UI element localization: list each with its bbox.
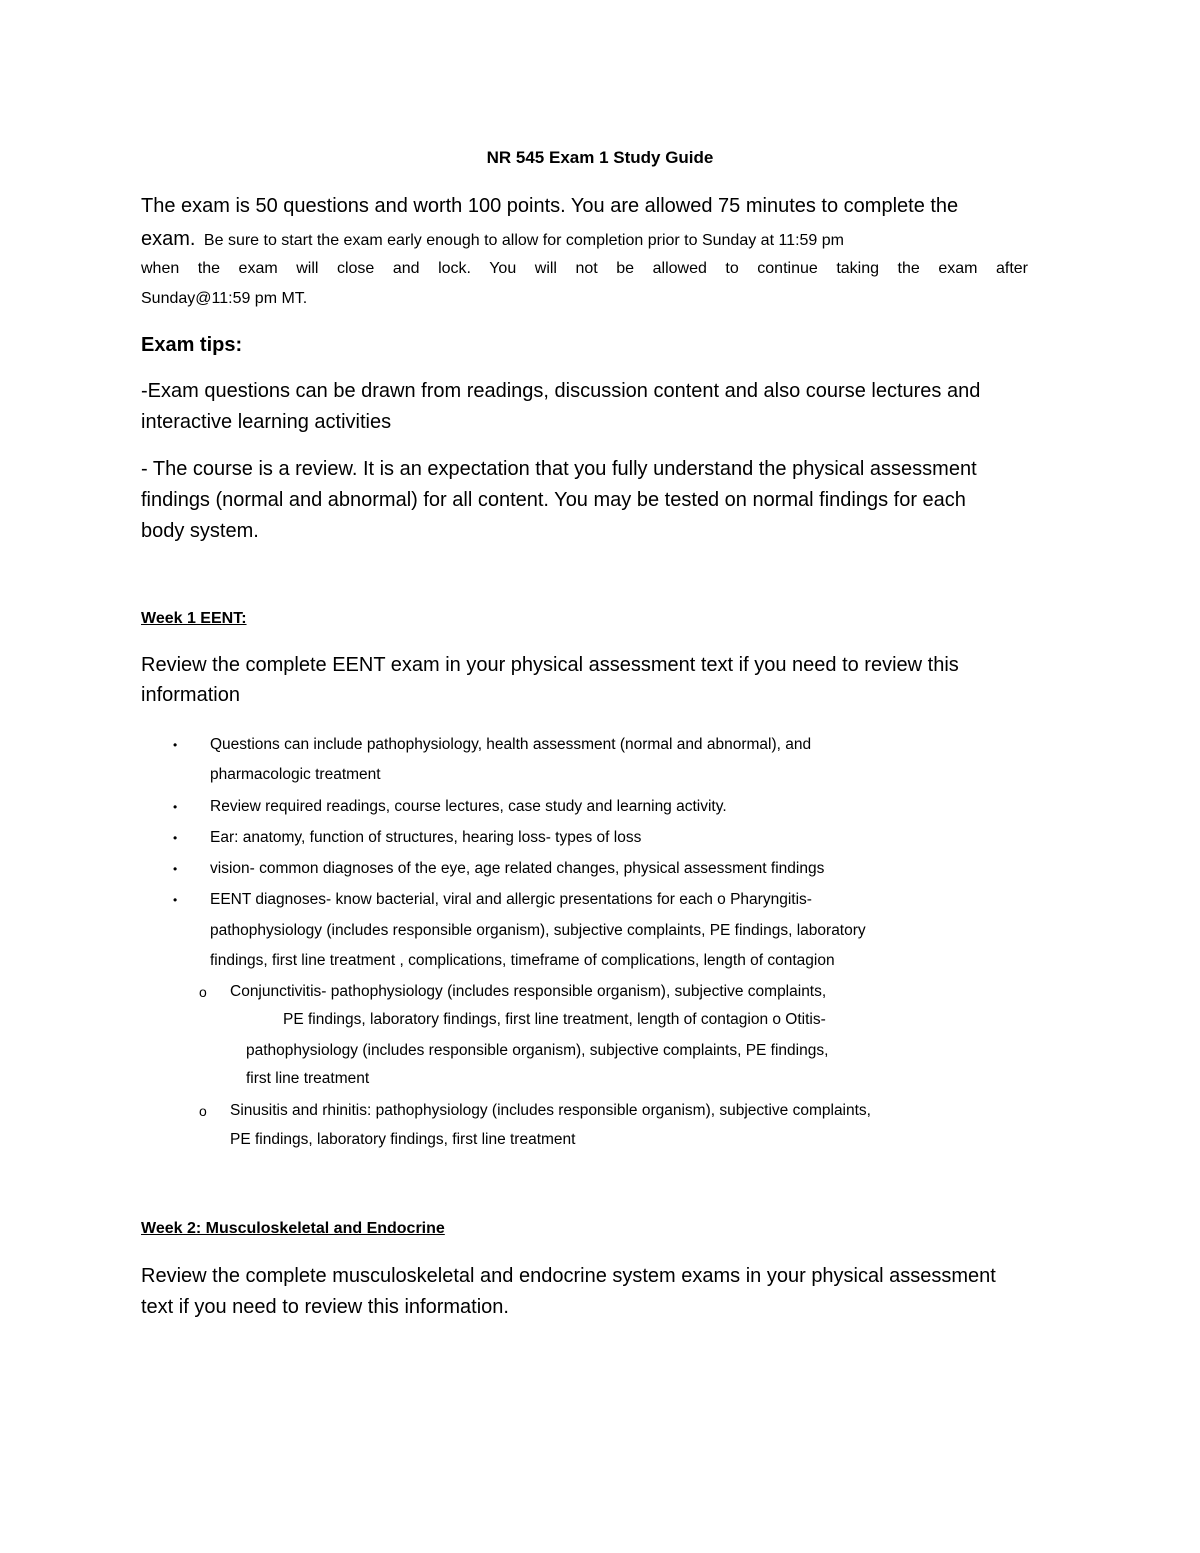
bullet-icon: • [173, 800, 178, 814]
sub-bullet-2-line-1: Sinusitis and rhinitis: pathophysiology (includes responsible organism), subjective complaints, [230, 1102, 871, 1119]
tip-2-line-1: - The course is a review. It is an expectation that you fully understand the physical assessment [141, 458, 977, 480]
intro-line-2-rest: Be sure to start the exam early enough to allow for completion prior to Sunday at 11:59 pm [203, 232, 844, 249]
bullet-1-line-2: pharmacologic treatment [210, 766, 381, 783]
bullet-icon: • [173, 738, 178, 752]
bullet-icon: • [173, 893, 178, 907]
sub-bullet-1-line-3: pathophysiology (includes responsible organism), subjective complaints, PE findings, [246, 1042, 829, 1059]
bullet-3: Ear: anatomy, function of structures, hearing loss- types of loss [210, 829, 642, 846]
week-2-intro-line-1: Review the complete musculoskeletal and endocrine system exams in your physical assessment [141, 1265, 996, 1287]
bullet-2: Review required readings, course lectures, case study and learning activity. [210, 798, 727, 815]
intro-line-1: The exam is 50 questions and worth 100 points. You are allowed 75 minutes to complete the [141, 195, 959, 217]
tip-1-line-1: -Exam questions can be drawn from readings, discussion content and also course lectures and [141, 380, 981, 402]
sub-bullet-icon: o [199, 984, 207, 1000]
tip-1-line-2: interactive learning activities [141, 411, 392, 433]
week-1-heading: Week 1 EENT: [141, 610, 247, 627]
tips-heading: Exam tips: [141, 334, 243, 356]
tip-2-line-2: findings (normal and abnormal) for all content. You may be tested on normal findings for each [141, 489, 966, 511]
intro-line-4: Sunday@11:59 pm MT. [141, 290, 308, 307]
week-1-intro-line-2: information [141, 684, 240, 706]
bullet-5-line-2: pathophysiology (includes responsible organism), subjective complaints, PE findings, laboratory [210, 922, 866, 939]
bullet-icon: • [173, 831, 178, 845]
week-2-intro-line-2: text if you need to review this information. [141, 1296, 509, 1318]
bullet-1-line-1: Questions can include pathophysiology, health assessment (normal and abnormal), and [210, 736, 812, 753]
intro-line-2 [141, 224, 844, 256]
sub-bullet-1-line-2: PE findings, laboratory findings, first line treatment, length of contagion o Otitis- [283, 1011, 826, 1028]
bullet-icon: • [173, 862, 178, 876]
sub-bullet-1-line-1: Conjunctivitis- pathophysiology (includes responsible organism), subjective complaints, [230, 983, 827, 1000]
sub-bullet-1-line-4: first line treatment [246, 1070, 370, 1087]
bullet-5-line-1: EENT diagnoses- know bacterial, viral and allergic presentations for each o Pharyngitis- [210, 891, 812, 908]
document-title: NR 545 Exam 1 Study Guide [486, 148, 714, 167]
bullet-4: vision- common diagnoses of the eye, age related changes, physical assessment findings [210, 860, 825, 877]
intro-line-3: when the exam will close and lock. You will not be allowed to continue taking the exam after [141, 260, 1028, 277]
week-2-heading: Week 2: Musculoskeletal and Endocrine [141, 1220, 445, 1237]
intro-line-2-lead: exam. [141, 228, 196, 250]
bullet-5-line-3: findings, first line treatment , complications, timeframe of complications, length of contagion [210, 952, 835, 969]
sub-bullet-2-line-2: PE findings, laboratory findings, first line treatment [230, 1131, 576, 1148]
tip-2-line-3: body system. [141, 520, 259, 542]
week-1-intro-line-1: Review the complete EENT exam in your physical assessment text if you need to review this [141, 654, 959, 676]
sub-bullet-icon: o [199, 1103, 207, 1119]
